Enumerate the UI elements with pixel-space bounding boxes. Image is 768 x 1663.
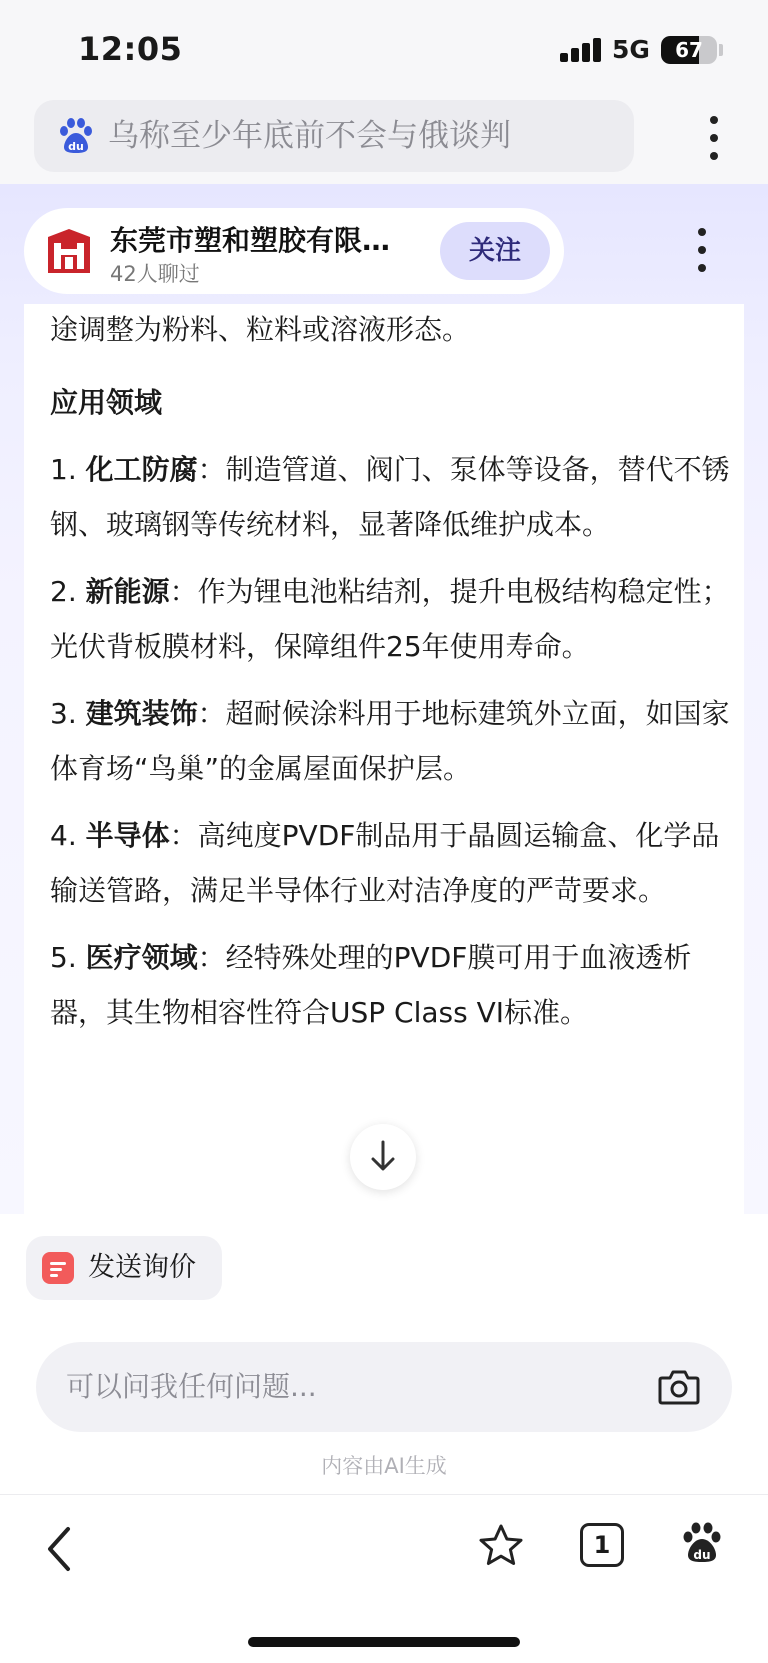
chat-input[interactable] [36, 1342, 732, 1432]
company-name: 东莞市塑和塑胶有限… [110, 224, 391, 257]
battery-cap [719, 44, 723, 56]
send-inquiry-label: 发送询价 [88, 1252, 196, 1283]
list-item-title: 化工防腐 [85, 453, 198, 486]
search-query: 乌称至少年底前不会与俄谈判 [108, 118, 511, 154]
chat-zone [0, 184, 768, 1214]
list-item-text: 作为锂电池粘结剂，提升电极结构稳定性；光伏背板膜材料，保障组件25年使用寿命。 [50, 575, 730, 663]
application-list [50, 442, 740, 1040]
battery-icon [661, 36, 717, 64]
chat-more-icon[interactable] [688, 226, 716, 274]
camera-icon[interactable] [658, 1367, 700, 1407]
search-input[interactable] [34, 100, 634, 172]
list-item-separator: ： [197, 941, 226, 974]
list-item [50, 442, 740, 552]
baidu-paw-icon [56, 116, 96, 156]
tabs-count-button[interactable]: 1 [580, 1523, 624, 1567]
chat-header[interactable] [24, 208, 564, 294]
list-item-title: 半导体 [85, 819, 170, 852]
section-title: 应用领域 [50, 386, 163, 419]
more-options-icon[interactable] [700, 114, 728, 162]
svg-text:du: du [693, 1548, 711, 1562]
company-logo-icon [44, 227, 94, 277]
list-item [50, 930, 740, 1040]
arrow-down-icon [350, 1124, 416, 1190]
browser-toolbar [0, 1494, 768, 1663]
signal-icon [560, 38, 602, 62]
list-item-number: 4. [50, 819, 77, 852]
list-item-text: 超耐候涂料用于地标建筑外立面，如国家体育场“鸟巢”的金属屋面保护层。 [50, 697, 730, 785]
list-item [50, 808, 740, 918]
bottom-zone [0, 1214, 768, 1494]
scroll-down-button[interactable] [350, 1124, 416, 1190]
baidu-home-icon[interactable] [680, 1521, 724, 1565]
send-inquiry-button[interactable] [26, 1236, 222, 1300]
network-type: 5G [612, 35, 650, 64]
search-area [0, 96, 768, 184]
status-time: 12:05 [78, 30, 183, 68]
list-item-separator: ： [197, 453, 226, 486]
star-icon[interactable] [478, 1523, 524, 1569]
chat-count: 42人聊过 [110, 262, 200, 286]
list-item-separator: ： [197, 697, 226, 730]
battery-level: 67 [675, 38, 703, 62]
home-indicator [248, 1637, 520, 1647]
ai-generated-note: 内容由AI生成 [321, 1454, 447, 1478]
inquiry-icon [42, 1252, 74, 1284]
list-item-number: 1. [50, 453, 77, 486]
follow-button[interactable]: 关注 [440, 222, 550, 280]
list-item-number: 2. [50, 575, 77, 608]
back-icon[interactable] [40, 1521, 80, 1577]
list-item-separator: ： [169, 575, 198, 608]
list-item [50, 564, 740, 674]
status-bar [0, 0, 768, 96]
list-item-number: 3. [50, 697, 77, 730]
chat-input-placeholder: 可以问我任何问题... [66, 1370, 317, 1403]
list-item-title: 新能源 [85, 575, 170, 608]
list-item-separator: ： [169, 819, 198, 852]
list-item-title: 建筑装饰 [85, 697, 198, 730]
list-item-text: 制造管道、阀门、泵体等设备，替代不锈钢、玻璃钢等传统材料，显著降低维护成本。 [50, 453, 730, 541]
message-card [24, 304, 744, 1214]
svg-text:du: du [68, 140, 84, 153]
list-item-title: 医疗领域 [85, 941, 198, 974]
list-item-number: 5. [50, 941, 77, 974]
list-item-text: 高纯度PVDF制品用于晶圆运输盒、化学品输送管路，满足半导体行业对洁净度的严苛要求。 [50, 819, 720, 907]
message-intro: 途调整为粉料、粒料或溶液形态。 [50, 313, 471, 346]
list-item-text: 经特殊处理的PVDF膜可用于血液透析器，其生物相容性符合USP Class VI标准。 [50, 941, 692, 1029]
list-item [50, 686, 740, 796]
message-body [50, 304, 740, 1052]
